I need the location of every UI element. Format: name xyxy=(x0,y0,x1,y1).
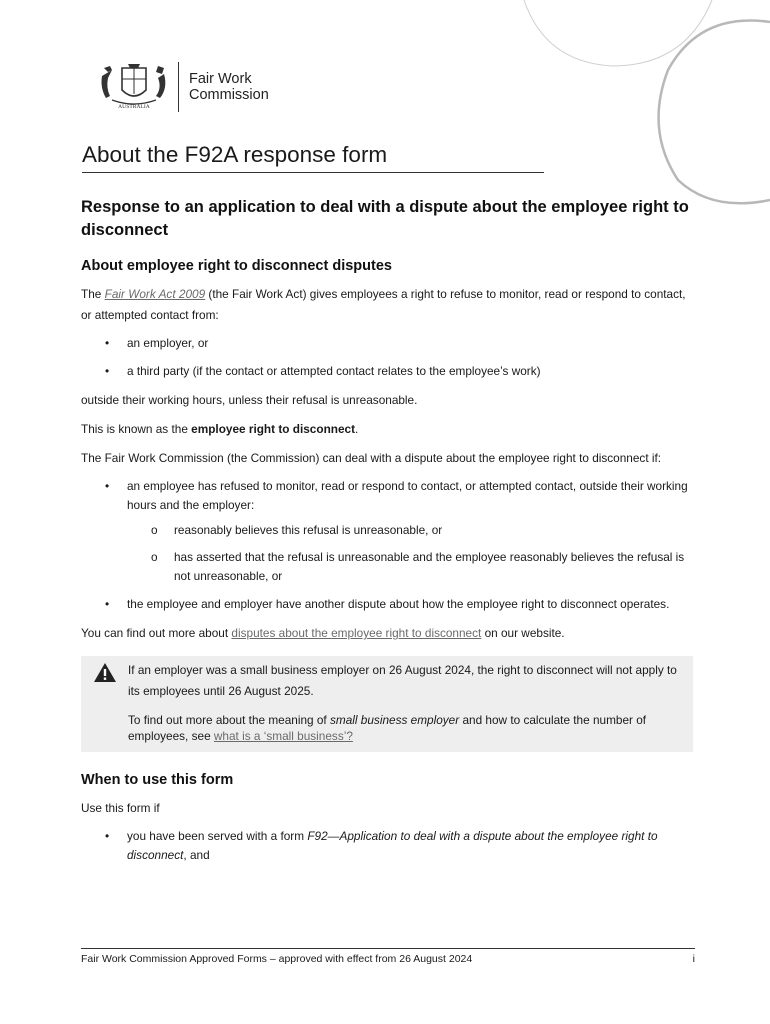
find-out-more-paragraph xyxy=(81,623,693,644)
fair-work-act-link[interactable] xyxy=(105,287,206,301)
small-business-link[interactable]: what is a ‘small business’? xyxy=(213,729,353,743)
when-b1-pre: you have been served with a form xyxy=(127,829,308,843)
small-business-callout xyxy=(81,656,693,752)
intro-paragraph xyxy=(81,284,693,326)
intro-post: (the Fair Work Act) gives employees a right to refuse to monitor, read or respond to contact, or attempted contact from: xyxy=(81,287,686,322)
list-item xyxy=(81,477,693,586)
logo-wordmark xyxy=(189,71,269,103)
sub-list-item xyxy=(127,521,693,540)
section-heading-when-to-use: When to use this form xyxy=(81,772,234,788)
warning-icon xyxy=(93,662,117,683)
form-subtitle: Response to an application to deal with a dispute about the employee right to disconnect xyxy=(81,198,689,239)
dispute-conditions-list xyxy=(81,477,693,614)
condition-1-text: an employee has refused to monitor, read or respond to contact, or attempted contact, outside their working hours and the employer: xyxy=(127,479,688,512)
list-item xyxy=(81,334,693,353)
callout-more-pre: To find out more about the meaning of xyxy=(128,713,330,727)
when-b1-italic: F92—Application to deal with a dispute about the employee right to disconnect xyxy=(127,829,658,862)
fwc-logo xyxy=(98,62,269,112)
logo-line-1: Fair Work xyxy=(189,71,252,87)
bullet-icon: • xyxy=(105,479,110,493)
known-pre: This is known as the xyxy=(81,422,192,436)
fair-work-act-link-text: Fair Work Act 2009 xyxy=(104,287,206,301)
when-b1-post: , and xyxy=(183,848,210,862)
when-intro-text: Use this form if xyxy=(81,801,160,815)
list-item-text: an employer, or xyxy=(127,336,209,350)
sub-condition-list xyxy=(127,521,693,586)
sub-list-item xyxy=(127,548,693,586)
sub-list-item-text: reasonably believes this refusal is unreasonable, or xyxy=(174,523,443,537)
after-bullets-text: outside their working hours, unless their refusal is unreasonable. xyxy=(81,393,418,407)
sub-list-item-text: has asserted that the refusal is unreasonable and the employee reasonably believes the refusal is not unreasonable, or xyxy=(174,550,685,583)
page-footer xyxy=(81,948,695,965)
bullet-icon: • xyxy=(105,829,110,843)
crest-label: AUSTRALIA xyxy=(118,104,150,110)
list-item-text: a third party (if the contact or attempted contact relates to the employee’s work) xyxy=(127,364,541,378)
logo-divider xyxy=(178,62,179,112)
contact-source-list xyxy=(81,334,693,381)
callout-more-text xyxy=(128,712,681,744)
condition-2-text: the employee and employer have another dispute about how the employee right to disconnect operates. xyxy=(127,597,670,611)
list-item xyxy=(81,595,693,614)
callout-text: If an employer was a small business employer on 26 August 2024, the right to disconnect will not apply to its employees until 26 August 2025. xyxy=(128,663,677,698)
known-post: . xyxy=(355,422,359,436)
page-number: i xyxy=(692,953,695,965)
known-as-paragraph xyxy=(81,419,693,440)
bullet-icon: • xyxy=(105,597,110,611)
more-post: on our website. xyxy=(481,626,565,640)
sub-bullet-icon: o xyxy=(151,550,158,564)
section-heading-about-disputes: About employee right to disconnect disputes xyxy=(81,258,392,274)
callout-more-mid: and how to calculate the number of employees, see xyxy=(128,713,647,743)
list-item xyxy=(81,827,693,865)
commission-paragraph: The Fair Work Commission (the Commission) can deal with a dispute about the employee right to disconnect if: xyxy=(81,451,662,465)
page-title: About the F92A response form xyxy=(82,142,544,173)
coat-of-arms-icon xyxy=(98,62,170,112)
intro-pre: The xyxy=(81,287,105,301)
footer-text: Fair Work Commission Approved Forms – approved with effect from 26 August 2024 xyxy=(81,953,473,965)
list-item xyxy=(81,362,693,381)
more-pre: You can find out more about xyxy=(81,626,232,640)
bullet-icon: • xyxy=(105,364,110,378)
sub-bullet-icon: o xyxy=(151,523,158,537)
known-bold: employee right to disconnect xyxy=(191,422,356,436)
logo-line-2: Commission xyxy=(189,87,269,103)
callout-more-italic: small business employer xyxy=(330,713,460,727)
disputes-info-link[interactable]: disputes about the employee right to disconnect xyxy=(231,626,482,640)
main-content xyxy=(81,196,693,874)
when-to-use-list xyxy=(81,827,693,865)
bullet-icon: • xyxy=(105,336,110,350)
